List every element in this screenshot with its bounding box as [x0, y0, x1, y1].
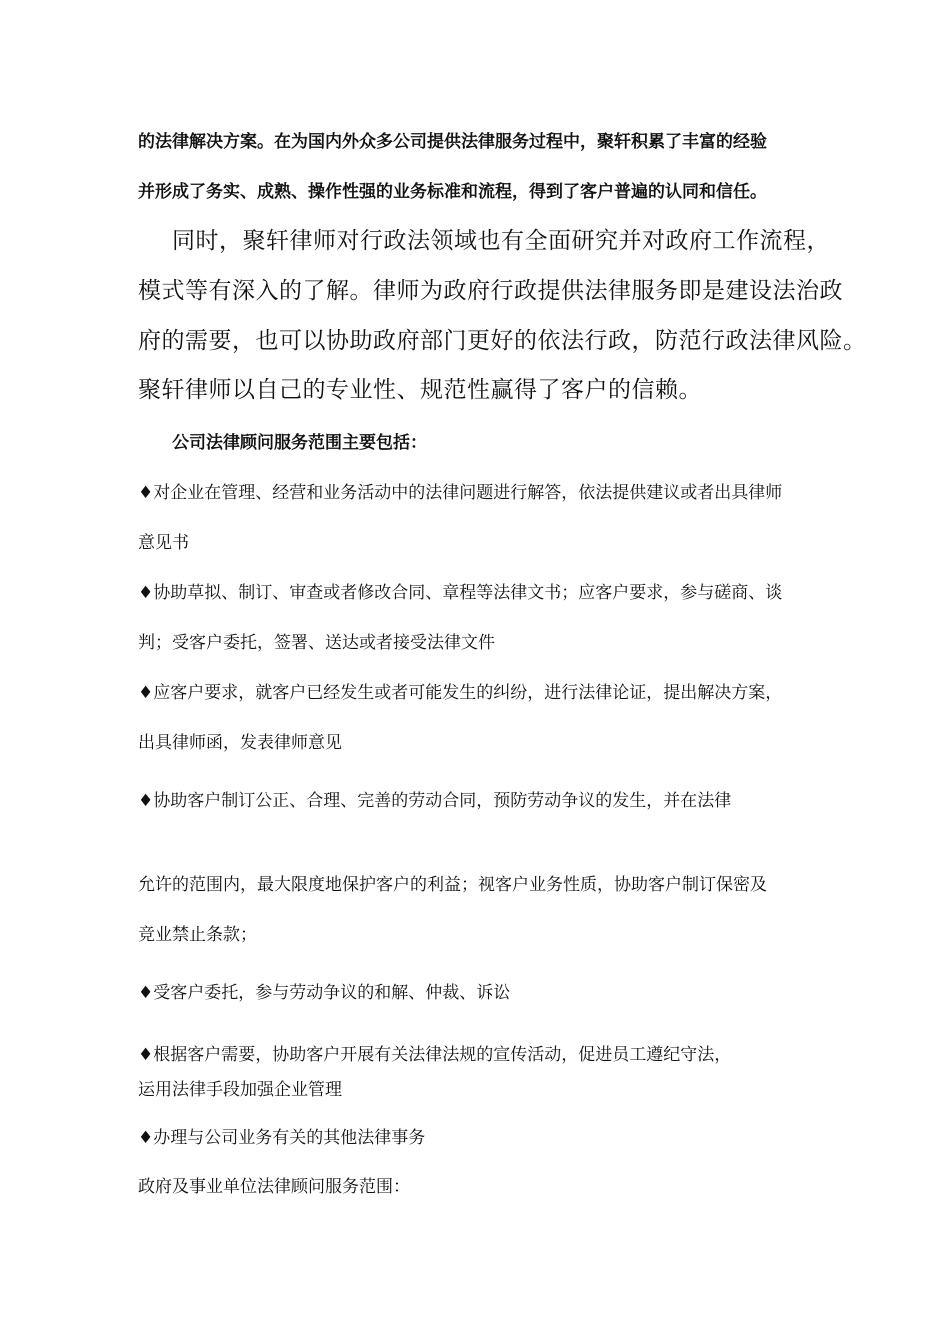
government-services-heading: 政府及事业单位法律顾问服务范围： — [138, 1177, 410, 1197]
service-line-7: ♦协助客户制订公正、合理、完善的劳动合同，预防劳动争议的发生，并在法律 — [138, 791, 732, 811]
service-line-4: 判；受客户委托，签署、送达或者接受法律文件 — [138, 633, 495, 653]
service-line-1: ♦对企业在管理、经营和业务活动中的法律问题进行解答，依法提供建议或者出具律师 — [138, 483, 783, 503]
gov-paragraph-line-2: 模式等有深入的了解。律师为政府行政提供法律服务即是建设法治政 — [138, 278, 843, 304]
service-line-13: ♦办理与公司业务有关的其他法律事务 — [138, 1128, 426, 1148]
service-line-8: 允许的范围内，最大限度地保护客户的利益；视客户业务性质，协助客户制订保密及 — [138, 875, 767, 895]
service-line-9: 竞业禁止条款； — [138, 925, 257, 945]
intro-line-1: 的法律解决方案。在为国内外众多公司提供法律服务过程中，聚轩积累了丰富的经验 — [138, 132, 767, 152]
service-line-2: 意见书 — [138, 533, 189, 553]
gov-paragraph-line-1: 同时，聚轩律师对行政法领域也有全面研究并对政府工作流程， — [172, 228, 830, 254]
gov-paragraph-line-3: 府的需要，也可以协助政府部门更好的依法行政，防范行政法律风险。 — [138, 328, 867, 354]
service-line-12: 运用法律手段加强企业管理 — [138, 1080, 342, 1100]
service-line-11: ♦根据客户需要，协助客户开展有关法律法规的宣传活动，促进员工遵纪守法， — [138, 1045, 732, 1065]
service-line-6: 出具律师函，发表律师意见 — [138, 733, 342, 753]
service-line-5: ♦应客户要求，就客户已经发生或者可能发生的纠纷，进行法律论证，提出解决方案， — [138, 683, 783, 703]
company-services-heading: 公司法律顾问服务范围主要包括： — [172, 433, 427, 453]
service-line-10: ♦受客户委托，参与劳动争议的和解、仲裁、诉讼 — [138, 983, 511, 1003]
intro-line-2: 并形成了务实、成熟、操作性强的业务标准和流程，得到了客户普遍的认同和信任。 — [138, 182, 767, 202]
gov-paragraph-line-4: 聚轩律师以自己的专业性、规范性赢得了客户的信赖。 — [138, 377, 702, 403]
service-line-3: ♦协助草拟、制订、审查或者修改合同、章程等法律文书；应客户要求，参与磋商、谈 — [138, 583, 783, 603]
